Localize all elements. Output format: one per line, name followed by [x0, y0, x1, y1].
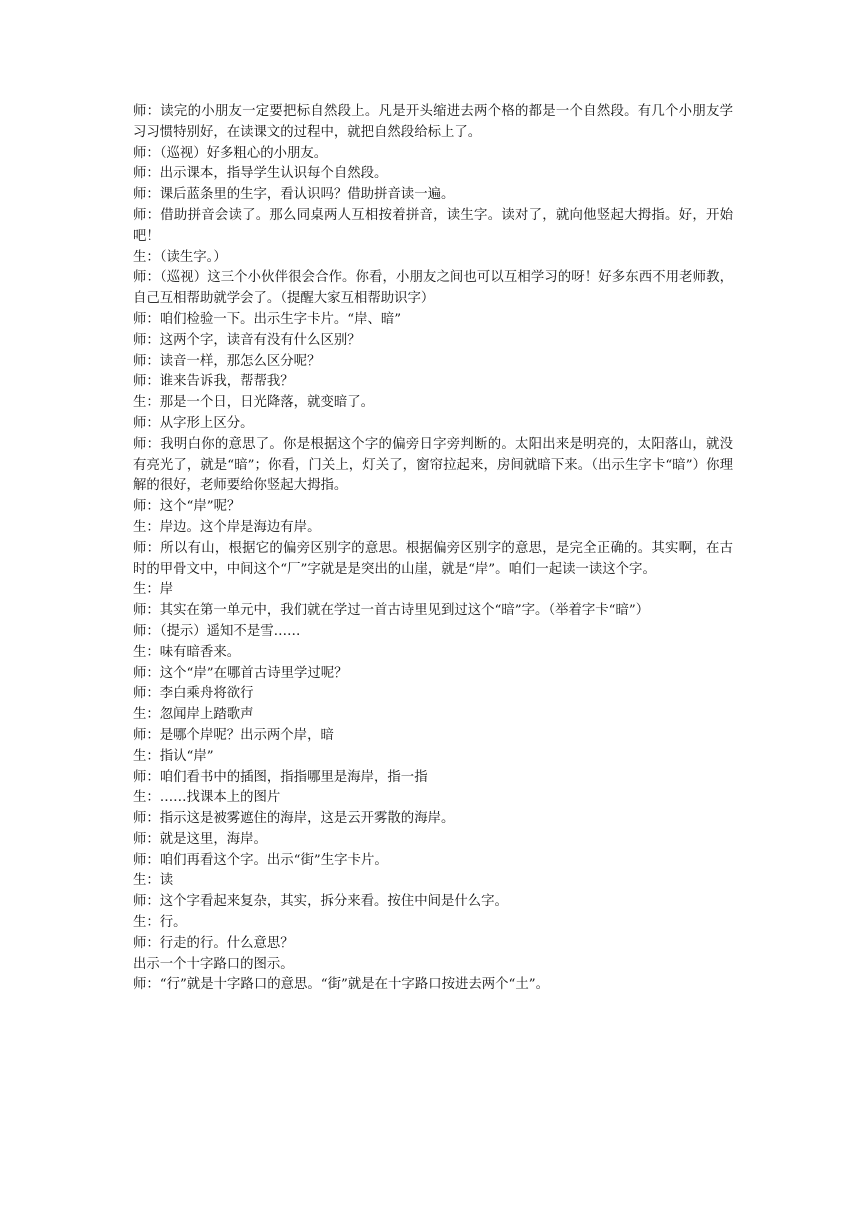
paragraph-6: 生：（读生字。） [133, 249, 227, 265]
paragraph-24: 生：忽闻岸上踏歌声 [133, 707, 254, 723]
paragraph-13: 师：从字形上区分。 [133, 415, 254, 431]
paragraph-10: 师：读音一样，那怎么区分呢？ [133, 353, 321, 369]
paragraph-20: 师：（提示）遥知不是雪…… [133, 623, 301, 639]
paragraph-7: 师：（巡视）这三个小伙伴很会合作。你看，小朋友之间也可以互相学习的呀！好多东西不用老师教，自己互相帮助就学会了。（提醒大家互相帮助识字） [133, 270, 733, 307]
paragraph-26: 生：指认“岸” [133, 748, 214, 764]
paragraph-16: 生：岸边。这个岸是海边有岸。 [133, 519, 321, 535]
paragraph-21: 生：味有暗香来。 [133, 644, 241, 660]
paragraph-1: 师：读完的小朋友一定要把标自然段上。凡是开头缩进去两个格的都是一个自然段。有几个小朋友学习习惯特别好，在读课文的过程中，就把自然段给标上了。 [133, 104, 733, 140]
paragraph-19: 师：其实在第一单元中，我们就在学过一首古诗里见到过这个“暗”字。（举着字卡“暗”） [133, 603, 650, 619]
paragraph-9: 师：这两个字，读音有没有什么区别？ [133, 332, 361, 348]
paragraph-28: 生：……找课本上的图片 [133, 790, 281, 806]
paragraph-15: 师：这个“岸”呢？ [133, 499, 241, 515]
paragraph-23: 师：李白乘舟将欲行 [133, 686, 254, 702]
paragraph-36: 出示一个十字路口的图示。 [133, 956, 294, 972]
paragraph-30: 师：就是这里，海岸。 [133, 831, 267, 847]
paragraph-34: 生：行。 [133, 915, 187, 931]
paragraph-17: 师：所以有山，根据它的偏旁区别字的意思。根据偏旁区别字的意思，是完全正确的。其实啊，在古时的甲骨文中，中间这个“厂”字就是是突出的山崖，就是“岸”。咱们一起读一读这个字。 [133, 540, 733, 577]
paragraph-32: 生：读 [133, 873, 174, 889]
paragraph-31: 师：咱们再看这个字。出示“街”生字卡片。 [133, 852, 388, 868]
paragraph-27: 师：咱们看书中的插图，指指哪里是海岸，指一指 [133, 769, 428, 785]
paragraph-37: 师：“行”就是十字路口的意思。“街”就是在十字路口按进去两个“土”。 [133, 977, 550, 993]
paragraph-12: 生：那是一个日，日光降落，就变暗了。 [133, 395, 375, 411]
paragraph-2: 师：（巡视）好多粗心的小朋友。 [133, 145, 328, 161]
paragraph-33: 师：这个字看起来复杂，其实，拆分来看。按住中间是什么字。 [133, 894, 508, 910]
transcript-body [133, 102, 733, 996]
paragraph-11: 师：谁来告诉我，帮帮我？ [133, 374, 294, 390]
paragraph-35: 师：行走的行。什么意思？ [133, 935, 294, 951]
paragraph-29: 师：指示这是被雾遮住的海岸，这是云开雾散的海岸。 [133, 811, 455, 827]
paragraph-4: 师：课后蓝条里的生字，看认识吗？借助拼音读一遍。 [133, 187, 455, 203]
paragraph-8: 师：咱们检验一下。出示生字卡片。“岸、暗” [133, 311, 402, 327]
paragraph-22: 师：这个“岸”在哪首古诗里学过呢？ [133, 665, 348, 681]
paragraph-18: 生：岸 [133, 582, 174, 598]
paragraph-25: 师：是哪个岸呢？出示两个岸，暗 [133, 727, 334, 743]
paragraph-5: 师：借助拼音会读了。那么同桌两人互相按着拼音，读生字。读对了，就向他竖起大拇指。好，开始吧！ [133, 207, 733, 244]
paragraph-3: 师：出示课本，指导学生认识每个自然段。 [133, 166, 388, 182]
paragraph-14: 师：我明白你的意思了。你是根据这个字的偏旁日字旁判断的。太阳出来是明亮的，太阳落山，就没有亮光了，就是“暗”；你看，门关上，灯关了，窗帘拉起来，房间就暗下来。（出示生字卡“暗”）你理解的很好，老师要给你竖起大拇指。 [133, 436, 733, 494]
